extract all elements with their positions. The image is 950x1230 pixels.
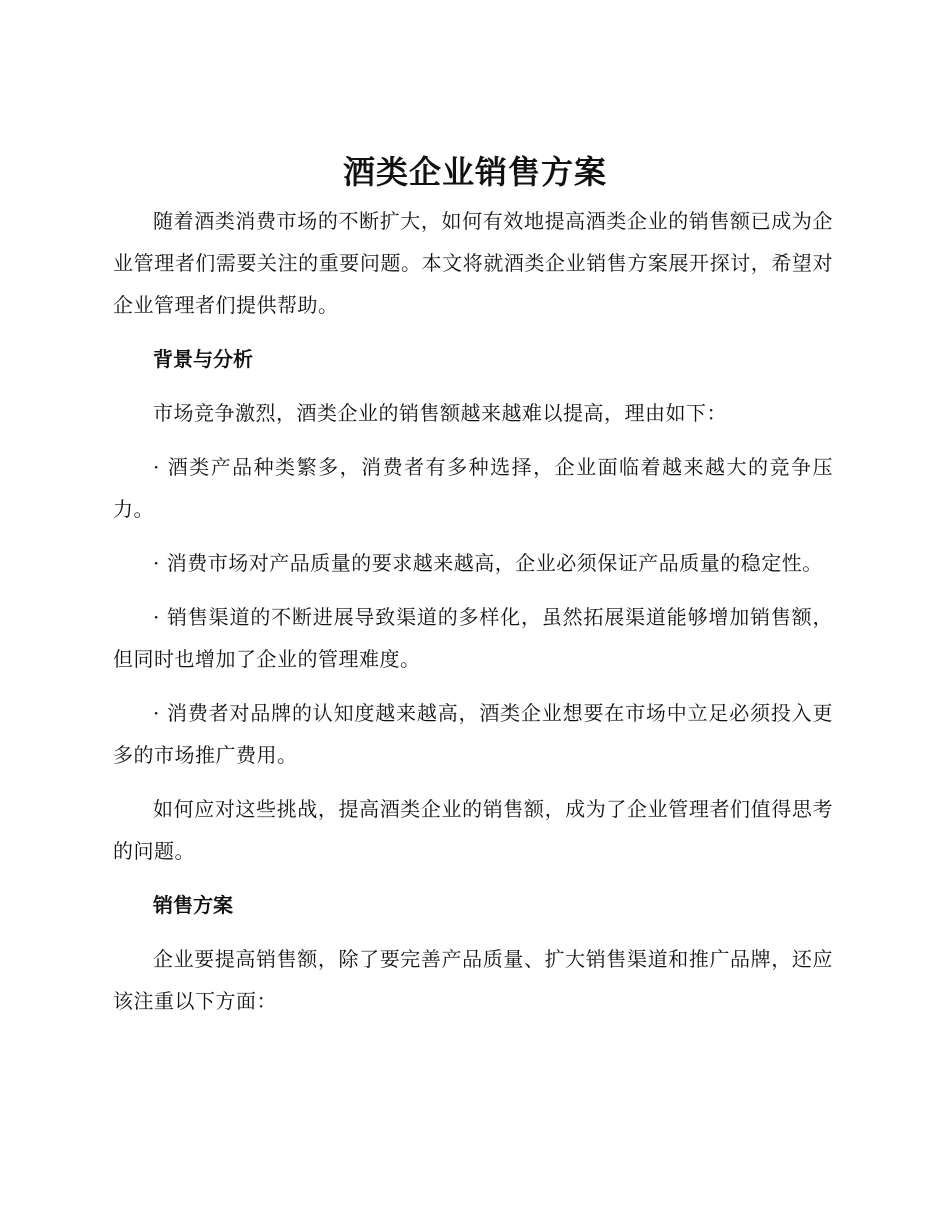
bullet-item: · 酒类产品种类繁多，消费者有多种选择，企业面临着越来越大的竞争压力。 xyxy=(113,455,833,521)
background-conclusion-paragraph: 如何应对这些挑战，提高酒类企业的销售额，成为了企业管理者们值得思考的问题。 xyxy=(113,797,833,863)
intro-paragraph: 随着酒类消费市场的不断扩大，如何有效地提高酒类企业的销售额已成为企业管理者们需要关注的重要问题。本文将就酒类企业销售方案展开探讨，希望对企业管理者们提供帮助。 xyxy=(113,209,833,317)
bullet-item: · 销售渠道的不断进展导致渠道的多样化，虽然拓展渠道能够增加销售额，但同时也增加了企业的管理难度。 xyxy=(113,605,833,671)
bullet-item: · 消费者对品牌的认知度越来越高，酒类企业想要在市场中立足必须投入更多的市场推广费用。 xyxy=(113,701,833,767)
document-body xyxy=(113,200,833,1022)
background-lead-paragraph: 市场竞争激烈，酒类企业的销售额越来越难以提高，理由如下： xyxy=(153,401,727,425)
sales-plan-lead-paragraph: 企业要提高销售额，除了要完善产品质量、扩大销售渠道和推广品牌，还应该注重以下方面： xyxy=(113,947,833,1013)
section-heading-background: 背景与分析 xyxy=(153,347,253,371)
document-title: 酒类企业销售方案 xyxy=(342,153,607,191)
bullet-item: · 消费市场对产品质量的要求越来越高，企业必须保证产品质量的稳定性。 xyxy=(153,551,823,575)
section-heading-sales-plan: 销售方案 xyxy=(153,893,233,917)
